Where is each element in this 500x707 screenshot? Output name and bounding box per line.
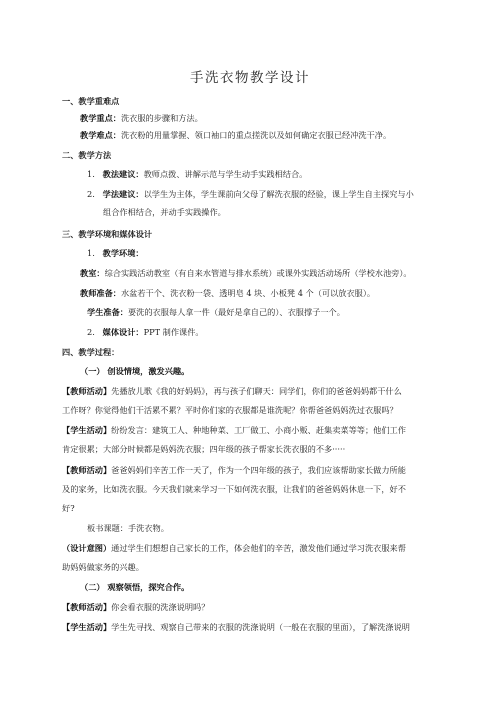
teacher-prep-label: 教师准备： — [80, 288, 121, 298]
section-heading-2: 二、教学方法 — [62, 150, 112, 160]
method-item-2 — [87, 189, 414, 200]
teacher-activity-1-continued: 工作呀？你觉得他们干活累不累？平时你们家的衣服都是谁洗呢？你帮爸爸妈妈洗过衣服吗？ — [62, 405, 398, 415]
key-points-line — [80, 113, 203, 124]
teacher-prep-text: 水盆若干个、洗衣粉一袋、透明皂 4 块、小板凳 4 个（可以放衣服）。 — [120, 288, 376, 298]
method-item-1-text: 教师点拨、讲解示范与学生动手实践相结合。 — [143, 169, 308, 179]
env-item-1-number: 1. — [87, 248, 95, 258]
env-item-2 — [87, 327, 204, 338]
env-item-2-number: 2. — [87, 327, 95, 337]
teacher-prep-line — [80, 288, 375, 299]
teacher-activity-1-label: 【教师活动】 — [62, 386, 112, 396]
teacher-activity-3-label: 【教师活动】 — [62, 602, 112, 612]
student-activity-2-text: 学生先寻找、观察自己带来的衣服的洗涤说明（一般在衣服的里面），了解洗涤说明 — [111, 622, 410, 632]
student-activity-2 — [62, 622, 410, 633]
student-prep-label: 学生准备： — [87, 307, 128, 317]
method-item-1-label: 教法建议： — [102, 169, 144, 179]
teacher-activity-2-label: 【教师活动】 — [62, 465, 112, 475]
teacher-activity-2 — [62, 465, 406, 476]
teacher-activity-2-text: 爸爸妈妈们辛苦工作一天了，作为一个四年级的孩子，我们应该帮助家长做力所能 — [111, 465, 406, 475]
env-item-1 — [87, 248, 144, 259]
student-activity-1-continued: 肯定很累；大部分时候都是妈妈洗衣服；四年级的孩子帮家长洗衣服的不多····· — [62, 444, 346, 454]
page-title: 手洗衣物教学设计 — [190, 70, 310, 86]
method-item-1-number: 1. — [87, 169, 95, 179]
method-item-1 — [87, 169, 307, 180]
section-heading-3: 三、教学环境和媒体设计 — [62, 229, 153, 239]
design-intent — [62, 543, 406, 554]
key-points-text: 洗衣服的步骤和方法。 — [120, 113, 203, 123]
method-item-2-continued: 组合作相结合，并动手实践操作。 — [103, 207, 226, 217]
teacher-activity-3 — [62, 602, 209, 613]
classroom-label: 教室： — [80, 268, 105, 278]
student-prep-line — [87, 307, 345, 318]
subsection-1-heading: （一） 创设情境，激发兴趣。 — [80, 366, 190, 376]
subsection-2-heading: （二） 观察领悟，探究合作。 — [80, 582, 190, 592]
student-activity-2-label: 【学生活动】 — [62, 622, 112, 632]
design-intent-text: 通过学生们想想自己家长的工作，体会他们的辛苦，激发他们通过学习洗衣服来帮 — [111, 543, 406, 553]
student-activity-1-text: 纷纷发言：建筑工人、种地种菜、工厂做工、小商小贩、赶集卖菜等等；他们工作 — [111, 425, 406, 435]
teacher-activity-3-text: 你会看衣服的洗涤说明吗？ — [111, 602, 210, 612]
method-item-2-text: 以学生为主体，学生课前向父母了解洗衣服的经验，课上学生自主探究与小 — [143, 189, 414, 199]
method-item-2-number: 2. — [87, 189, 95, 199]
difficulties-line — [80, 130, 391, 141]
classroom-text: 综合实践活动教室（有自来水管道与排水系统）或课外实践活动场所（学校水池旁）。 — [104, 268, 412, 278]
design-intent-label: （设计意图） — [62, 543, 112, 553]
teacher-activity-1-text: 先播放儿歌《我的好妈妈》，再与孩子们聊天：同学们，你们的爸爸妈妈都干什么 — [111, 386, 402, 396]
difficulties-label: 教学难点： — [80, 130, 121, 140]
difficulties-text: 洗衣粉的用量掌握、领口袖口的重点搓洗以及如何确定衣服已经冲洗干净。 — [120, 130, 392, 140]
student-prep-text: 要洗的衣服每人拿一件（最好是拿自己的）、衣服撑子一个。 — [127, 307, 345, 317]
classroom-line — [80, 268, 412, 279]
method-item-2-label: 学法建议： — [102, 189, 144, 199]
env-item-1-label: 教学环境： — [102, 248, 144, 258]
design-intent-continued: 助妈妈做家务的兴趣。 — [62, 562, 144, 572]
key-points-label: 教学重点： — [80, 113, 121, 123]
teacher-activity-2-continued: 及的家务，比如洗衣服。今天我们就来学习一下如何洗衣服，让我们的爸爸妈妈休息一下，好不 — [62, 484, 406, 494]
teacher-activity-1 — [62, 386, 402, 397]
env-item-2-label: 媒体设计： — [102, 327, 144, 337]
teacher-activity-2-end: 好? — [62, 503, 75, 513]
env-item-2-text: PPT 制作课件。 — [143, 327, 204, 337]
section-heading-4: 四、教学过程： — [62, 347, 120, 357]
student-activity-1 — [62, 425, 406, 436]
board-title-line: 板书课题：手洗衣物。 — [87, 523, 169, 533]
student-activity-1-label: 【学生活动】 — [62, 425, 112, 435]
section-heading-1: 一、教学重难点 — [62, 96, 120, 106]
